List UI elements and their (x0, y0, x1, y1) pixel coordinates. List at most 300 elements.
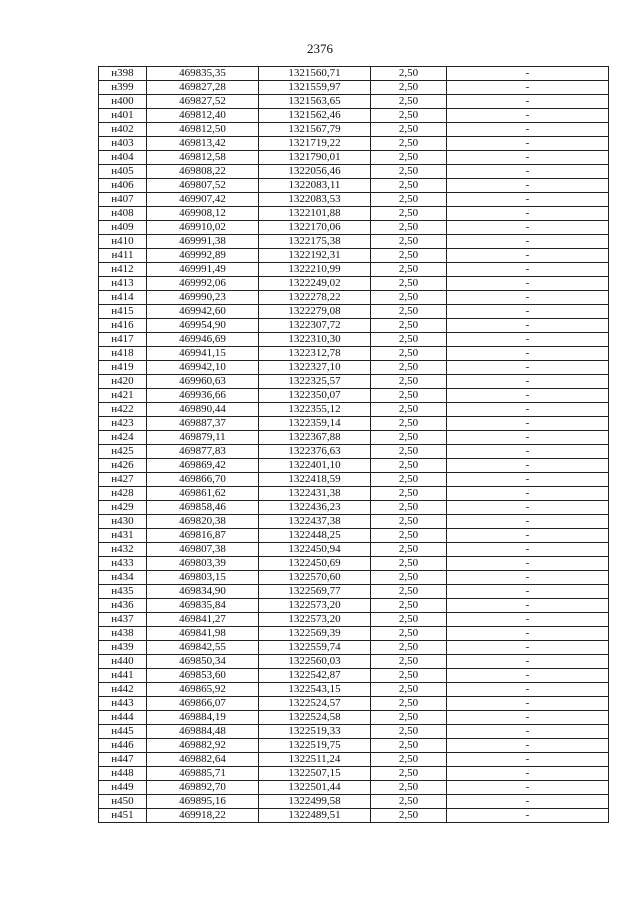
point-id-cell: н417 (99, 333, 147, 347)
y-coordinate-cell: 1321559,97 (259, 81, 371, 95)
table-row (99, 599, 609, 613)
accuracy-cell: 2,50 (371, 319, 447, 333)
point-id-cell: н418 (99, 347, 147, 361)
note-cell: - (447, 193, 609, 207)
accuracy-cell: 2,50 (371, 501, 447, 515)
x-coordinate-cell: 469942,10 (147, 361, 259, 375)
x-coordinate-cell: 469960,63 (147, 375, 259, 389)
accuracy-cell: 2,50 (371, 277, 447, 291)
accuracy-cell: 2,50 (371, 599, 447, 613)
point-id-cell: н436 (99, 599, 147, 613)
table-row (99, 277, 609, 291)
y-coordinate-cell: 1322507,15 (259, 767, 371, 781)
accuracy-cell: 2,50 (371, 165, 447, 179)
x-coordinate-cell: 469885,71 (147, 767, 259, 781)
point-id-cell: н435 (99, 585, 147, 599)
table-row (99, 249, 609, 263)
table-row (99, 627, 609, 641)
accuracy-cell: 2,50 (371, 207, 447, 221)
point-id-cell: н411 (99, 249, 147, 263)
table-row (99, 319, 609, 333)
accuracy-cell: 2,50 (371, 809, 447, 823)
note-cell: - (447, 109, 609, 123)
note-cell: - (447, 207, 609, 221)
y-coordinate-cell: 1322450,94 (259, 543, 371, 557)
x-coordinate-cell: 469866,07 (147, 697, 259, 711)
y-coordinate-cell: 1322559,74 (259, 641, 371, 655)
x-coordinate-cell: 469936,66 (147, 389, 259, 403)
note-cell: - (447, 277, 609, 291)
x-coordinate-cell: 469841,98 (147, 627, 259, 641)
note-cell: - (447, 165, 609, 179)
y-coordinate-cell: 1322310,30 (259, 333, 371, 347)
y-coordinate-cell: 1322355,12 (259, 403, 371, 417)
y-coordinate-cell: 1322519,75 (259, 739, 371, 753)
note-cell: - (447, 725, 609, 739)
x-coordinate-cell: 469946,69 (147, 333, 259, 347)
note-cell: - (447, 613, 609, 627)
x-coordinate-cell: 469992,89 (147, 249, 259, 263)
point-id-cell: н399 (99, 81, 147, 95)
table-row (99, 361, 609, 375)
note-cell: - (447, 235, 609, 249)
y-coordinate-cell: 1322560,03 (259, 655, 371, 669)
y-coordinate-cell: 1322307,72 (259, 319, 371, 333)
x-coordinate-cell: 469884,19 (147, 711, 259, 725)
point-id-cell: н414 (99, 291, 147, 305)
y-coordinate-cell: 1322170,06 (259, 221, 371, 235)
y-coordinate-cell: 1322056,46 (259, 165, 371, 179)
point-id-cell: н426 (99, 459, 147, 473)
table-row (99, 669, 609, 683)
point-id-cell: н420 (99, 375, 147, 389)
point-id-cell: н423 (99, 417, 147, 431)
x-coordinate-cell: 469884,48 (147, 725, 259, 739)
note-cell: - (447, 249, 609, 263)
table-row (99, 305, 609, 319)
note-cell: - (447, 795, 609, 809)
table-row (99, 753, 609, 767)
note-cell: - (447, 809, 609, 823)
accuracy-cell: 2,50 (371, 781, 447, 795)
note-cell: - (447, 459, 609, 473)
accuracy-cell: 2,50 (371, 179, 447, 193)
x-coordinate-cell: 469991,38 (147, 235, 259, 249)
accuracy-cell: 2,50 (371, 697, 447, 711)
accuracy-cell: 2,50 (371, 641, 447, 655)
x-coordinate-cell: 469808,22 (147, 165, 259, 179)
point-id-cell: н428 (99, 487, 147, 501)
x-coordinate-cell: 469865,92 (147, 683, 259, 697)
x-coordinate-cell: 469827,28 (147, 81, 259, 95)
y-coordinate-cell: 1322279,08 (259, 305, 371, 319)
y-coordinate-cell: 1322101,88 (259, 207, 371, 221)
table-row (99, 445, 609, 459)
x-coordinate-cell: 469908,12 (147, 207, 259, 221)
table-row (99, 109, 609, 123)
accuracy-cell: 2,50 (371, 627, 447, 641)
table-row (99, 613, 609, 627)
table-row (99, 725, 609, 739)
x-coordinate-cell: 469807,38 (147, 543, 259, 557)
accuracy-cell: 2,50 (371, 529, 447, 543)
coordinates-table-body (99, 67, 609, 823)
x-coordinate-cell: 469803,15 (147, 571, 259, 585)
accuracy-cell: 2,50 (371, 655, 447, 669)
note-cell: - (447, 403, 609, 417)
note-cell: - (447, 291, 609, 305)
note-cell: - (447, 123, 609, 137)
table-row (99, 487, 609, 501)
table-row (99, 417, 609, 431)
y-coordinate-cell: 1322437,38 (259, 515, 371, 529)
table-row (99, 571, 609, 585)
point-id-cell: н440 (99, 655, 147, 669)
note-cell: - (447, 585, 609, 599)
y-coordinate-cell: 1322569,77 (259, 585, 371, 599)
note-cell: - (447, 641, 609, 655)
note-cell: - (447, 445, 609, 459)
table-row (99, 235, 609, 249)
x-coordinate-cell: 469991,49 (147, 263, 259, 277)
table-row (99, 165, 609, 179)
point-id-cell: н445 (99, 725, 147, 739)
y-coordinate-cell: 1321563,65 (259, 95, 371, 109)
table-row (99, 431, 609, 445)
point-id-cell: н413 (99, 277, 147, 291)
point-id-cell: н398 (99, 67, 147, 81)
y-coordinate-cell: 1321560,71 (259, 67, 371, 81)
x-coordinate-cell: 469827,52 (147, 95, 259, 109)
note-cell: - (447, 781, 609, 795)
y-coordinate-cell: 1322519,33 (259, 725, 371, 739)
y-coordinate-cell: 1322376,63 (259, 445, 371, 459)
table-row (99, 193, 609, 207)
y-coordinate-cell: 1322325,57 (259, 375, 371, 389)
note-cell: - (447, 389, 609, 403)
accuracy-cell: 2,50 (371, 417, 447, 431)
y-coordinate-cell: 1322511,24 (259, 753, 371, 767)
y-coordinate-cell: 1321562,46 (259, 109, 371, 123)
accuracy-cell: 2,50 (371, 81, 447, 95)
y-coordinate-cell: 1322418,59 (259, 473, 371, 487)
point-id-cell: н402 (99, 123, 147, 137)
accuracy-cell: 2,50 (371, 137, 447, 151)
x-coordinate-cell: 469890,44 (147, 403, 259, 417)
note-cell: - (447, 263, 609, 277)
accuracy-cell: 2,50 (371, 795, 447, 809)
note-cell: - (447, 599, 609, 613)
accuracy-cell: 2,50 (371, 291, 447, 305)
point-id-cell: н404 (99, 151, 147, 165)
y-coordinate-cell: 1322083,53 (259, 193, 371, 207)
x-coordinate-cell: 469812,58 (147, 151, 259, 165)
point-id-cell: н405 (99, 165, 147, 179)
x-coordinate-cell: 469812,50 (147, 123, 259, 137)
table-row (99, 375, 609, 389)
x-coordinate-cell: 469907,42 (147, 193, 259, 207)
point-id-cell: н409 (99, 221, 147, 235)
x-coordinate-cell: 469882,92 (147, 739, 259, 753)
y-coordinate-cell: 1322359,14 (259, 417, 371, 431)
y-coordinate-cell: 1322192,31 (259, 249, 371, 263)
accuracy-cell: 2,50 (371, 67, 447, 81)
y-coordinate-cell: 1322175,38 (259, 235, 371, 249)
point-id-cell: н410 (99, 235, 147, 249)
x-coordinate-cell: 469895,16 (147, 795, 259, 809)
table-row (99, 795, 609, 809)
note-cell: - (447, 697, 609, 711)
note-cell: - (447, 375, 609, 389)
accuracy-cell: 2,50 (371, 347, 447, 361)
x-coordinate-cell: 469882,64 (147, 753, 259, 767)
point-id-cell: н432 (99, 543, 147, 557)
table-row (99, 347, 609, 361)
note-cell: - (447, 431, 609, 445)
x-coordinate-cell: 469892,70 (147, 781, 259, 795)
table-row (99, 557, 609, 571)
note-cell: - (447, 319, 609, 333)
y-coordinate-cell: 1322327,10 (259, 361, 371, 375)
note-cell: - (447, 487, 609, 501)
note-cell: - (447, 669, 609, 683)
y-coordinate-cell: 1322543,15 (259, 683, 371, 697)
x-coordinate-cell: 469841,27 (147, 613, 259, 627)
y-coordinate-cell: 1322312,78 (259, 347, 371, 361)
accuracy-cell: 2,50 (371, 669, 447, 683)
point-id-cell: н443 (99, 697, 147, 711)
note-cell: - (447, 501, 609, 515)
x-coordinate-cell: 469835,84 (147, 599, 259, 613)
accuracy-cell: 2,50 (371, 725, 447, 739)
table-row (99, 739, 609, 753)
table-row (99, 137, 609, 151)
point-id-cell: н431 (99, 529, 147, 543)
y-coordinate-cell: 1322524,57 (259, 697, 371, 711)
accuracy-cell: 2,50 (371, 403, 447, 417)
table-row (99, 123, 609, 137)
y-coordinate-cell: 1322573,20 (259, 613, 371, 627)
note-cell: - (447, 95, 609, 109)
x-coordinate-cell: 469954,90 (147, 319, 259, 333)
point-id-cell: н427 (99, 473, 147, 487)
accuracy-cell: 2,50 (371, 711, 447, 725)
accuracy-cell: 2,50 (371, 459, 447, 473)
table-row (99, 95, 609, 109)
point-id-cell: н449 (99, 781, 147, 795)
table-row (99, 221, 609, 235)
accuracy-cell: 2,50 (371, 487, 447, 501)
y-coordinate-cell: 1321790,01 (259, 151, 371, 165)
y-coordinate-cell: 1322249,02 (259, 277, 371, 291)
point-id-cell: н421 (99, 389, 147, 403)
table-row (99, 291, 609, 305)
note-cell: - (447, 347, 609, 361)
point-id-cell: н407 (99, 193, 147, 207)
x-coordinate-cell: 469942,60 (147, 305, 259, 319)
x-coordinate-cell: 469861,62 (147, 487, 259, 501)
accuracy-cell: 2,50 (371, 235, 447, 249)
accuracy-cell: 2,50 (371, 557, 447, 571)
point-id-cell: н444 (99, 711, 147, 725)
note-cell: - (447, 529, 609, 543)
table-row (99, 67, 609, 81)
accuracy-cell: 2,50 (371, 473, 447, 487)
y-coordinate-cell: 1322278,22 (259, 291, 371, 305)
point-id-cell: н429 (99, 501, 147, 515)
x-coordinate-cell: 469869,42 (147, 459, 259, 473)
note-cell: - (447, 711, 609, 725)
point-id-cell: н425 (99, 445, 147, 459)
point-id-cell: н439 (99, 641, 147, 655)
x-coordinate-cell: 469803,39 (147, 557, 259, 571)
y-coordinate-cell: 1322569,39 (259, 627, 371, 641)
accuracy-cell: 2,50 (371, 249, 447, 263)
y-coordinate-cell: 1321567,79 (259, 123, 371, 137)
note-cell: - (447, 81, 609, 95)
y-coordinate-cell: 1322436,23 (259, 501, 371, 515)
note-cell: - (447, 151, 609, 165)
x-coordinate-cell: 469820,38 (147, 515, 259, 529)
y-coordinate-cell: 1322448,25 (259, 529, 371, 543)
accuracy-cell: 2,50 (371, 515, 447, 529)
x-coordinate-cell: 469990,23 (147, 291, 259, 305)
accuracy-cell: 2,50 (371, 151, 447, 165)
y-coordinate-cell: 1322499,58 (259, 795, 371, 809)
table-row (99, 585, 609, 599)
note-cell: - (447, 767, 609, 781)
accuracy-cell: 2,50 (371, 333, 447, 347)
table-row (99, 683, 609, 697)
point-id-cell: н430 (99, 515, 147, 529)
note-cell: - (447, 417, 609, 431)
y-coordinate-cell: 1322210,99 (259, 263, 371, 277)
x-coordinate-cell: 469842,55 (147, 641, 259, 655)
point-id-cell: н403 (99, 137, 147, 151)
point-id-cell: н401 (99, 109, 147, 123)
point-id-cell: н422 (99, 403, 147, 417)
table-row (99, 333, 609, 347)
x-coordinate-cell: 469918,22 (147, 809, 259, 823)
y-coordinate-cell: 1322401,10 (259, 459, 371, 473)
point-id-cell: н448 (99, 767, 147, 781)
x-coordinate-cell: 469807,52 (147, 179, 259, 193)
point-id-cell: н424 (99, 431, 147, 445)
x-coordinate-cell: 469816,87 (147, 529, 259, 543)
table-row (99, 711, 609, 725)
point-id-cell: н415 (99, 305, 147, 319)
x-coordinate-cell: 469910,02 (147, 221, 259, 235)
table-row (99, 781, 609, 795)
y-coordinate-cell: 1322083,11 (259, 179, 371, 193)
x-coordinate-cell: 469877,83 (147, 445, 259, 459)
note-cell: - (447, 305, 609, 319)
point-id-cell: н441 (99, 669, 147, 683)
x-coordinate-cell: 469941,15 (147, 347, 259, 361)
y-coordinate-cell: 1322431,38 (259, 487, 371, 501)
accuracy-cell: 2,50 (371, 263, 447, 277)
accuracy-cell: 2,50 (371, 389, 447, 403)
table-row (99, 263, 609, 277)
x-coordinate-cell: 469834,90 (147, 585, 259, 599)
accuracy-cell: 2,50 (371, 613, 447, 627)
accuracy-cell: 2,50 (371, 375, 447, 389)
point-id-cell: н408 (99, 207, 147, 221)
table-row (99, 767, 609, 781)
accuracy-cell: 2,50 (371, 361, 447, 375)
table-row (99, 207, 609, 221)
note-cell: - (447, 739, 609, 753)
x-coordinate-cell: 469866,70 (147, 473, 259, 487)
accuracy-cell: 2,50 (371, 445, 447, 459)
table-row (99, 389, 609, 403)
table-row (99, 809, 609, 823)
point-id-cell: н433 (99, 557, 147, 571)
point-id-cell: н451 (99, 809, 147, 823)
note-cell: - (447, 333, 609, 347)
table-row (99, 81, 609, 95)
table-row (99, 655, 609, 669)
y-coordinate-cell: 1322542,87 (259, 669, 371, 683)
table-row (99, 403, 609, 417)
x-coordinate-cell: 469813,42 (147, 137, 259, 151)
point-id-cell: н412 (99, 263, 147, 277)
note-cell: - (447, 473, 609, 487)
accuracy-cell: 2,50 (371, 683, 447, 697)
accuracy-cell: 2,50 (371, 305, 447, 319)
note-cell: - (447, 67, 609, 81)
point-id-cell: н447 (99, 753, 147, 767)
accuracy-cell: 2,50 (371, 585, 447, 599)
note-cell: - (447, 515, 609, 529)
point-id-cell: н450 (99, 795, 147, 809)
point-id-cell: н416 (99, 319, 147, 333)
accuracy-cell: 2,50 (371, 767, 447, 781)
table-row (99, 179, 609, 193)
note-cell: - (447, 753, 609, 767)
table-row (99, 543, 609, 557)
accuracy-cell: 2,50 (371, 753, 447, 767)
table-row (99, 641, 609, 655)
note-cell: - (447, 655, 609, 669)
accuracy-cell: 2,50 (371, 95, 447, 109)
table-row (99, 151, 609, 165)
x-coordinate-cell: 469850,34 (147, 655, 259, 669)
y-coordinate-cell: 1322501,44 (259, 781, 371, 795)
note-cell: - (447, 221, 609, 235)
point-id-cell: н437 (99, 613, 147, 627)
note-cell: - (447, 683, 609, 697)
point-id-cell: н438 (99, 627, 147, 641)
y-coordinate-cell: 1321719,22 (259, 137, 371, 151)
table-row (99, 473, 609, 487)
point-id-cell: н434 (99, 571, 147, 585)
note-cell: - (447, 543, 609, 557)
point-id-cell: н406 (99, 179, 147, 193)
accuracy-cell: 2,50 (371, 543, 447, 557)
point-id-cell: н442 (99, 683, 147, 697)
x-coordinate-cell: 469858,46 (147, 501, 259, 515)
accuracy-cell: 2,50 (371, 109, 447, 123)
y-coordinate-cell: 1322367,88 (259, 431, 371, 445)
table-row (99, 529, 609, 543)
y-coordinate-cell: 1322524,58 (259, 711, 371, 725)
table-row (99, 697, 609, 711)
accuracy-cell: 2,50 (371, 193, 447, 207)
note-cell: - (447, 179, 609, 193)
note-cell: - (447, 571, 609, 585)
accuracy-cell: 2,50 (371, 123, 447, 137)
